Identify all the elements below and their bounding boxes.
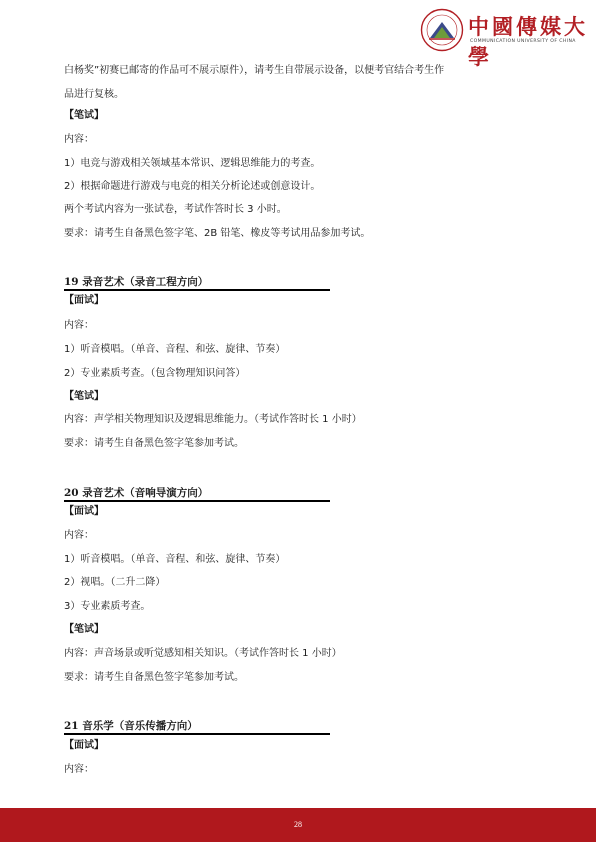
content-label: 内容：: [64, 530, 94, 541]
page-number: 28: [294, 820, 302, 829]
written-exam-content: 内容：声音场景或听觉感知相关知识。（考试作答时长 1 小时）: [64, 648, 342, 659]
list-item: 1）听音模唱。（单音、音程、和弦、旋律、节奏）: [64, 344, 286, 355]
university-name-cn: 中國傳媒大學: [468, 14, 588, 69]
list-item: 1）电竞与游戏相关领域基本常识、逻辑思维能力的考查。: [64, 158, 321, 169]
written-exam-label: 【笔试】: [64, 391, 104, 402]
interview-label: 【面试】: [64, 740, 104, 751]
list-item: 2）根据命题进行游戏与电竞的相关分析论述或创意设计。: [64, 181, 321, 192]
page-footer: [0, 808, 596, 842]
content-label: 内容：: [64, 764, 94, 775]
list-item: 2）视唱。（二升二降）: [64, 577, 166, 588]
exam-requirement: 要求：请考生自备黑色签字笔参加考试。: [64, 438, 244, 449]
university-logo: [420, 6, 590, 69]
section-divider: [64, 289, 330, 291]
content-label: 内容：: [64, 134, 94, 145]
list-item: 1）听音模唱。（单音、音程、和弦、旋律、节奏）: [64, 554, 286, 565]
list-item: 3）专业素质考查。: [64, 601, 151, 612]
content-label: 内容：: [64, 320, 94, 331]
section-title-20: 20 录音艺术（音响导演方向）: [64, 487, 209, 499]
exam-requirement: 要求：请考生自备黑色签字笔参加考试。: [64, 672, 244, 683]
intro-line: 品进行复核。: [64, 89, 124, 100]
section-title-19: 19 录音艺术（录音工程方向）: [64, 276, 209, 288]
written-exam-label: 【笔试】: [64, 110, 104, 121]
exam-note: 两个考试内容为一张试卷，考试作答时长 3 小时。: [64, 204, 287, 215]
university-name-en: COMMUNICATION UNIVERSITY OF CHINA: [470, 39, 576, 44]
interview-label: 【面试】: [64, 295, 104, 306]
intro-line: 白杨奖”初赛已邮寄的作品可不展示原件），请考生自带展示设备，以便考官结合考生作: [64, 65, 445, 76]
list-item: 2）专业素质考查。（包含物理知识问答）: [64, 368, 246, 379]
written-exam-label: 【笔试】: [64, 624, 104, 635]
section-title-21: 21 音乐学（音乐传播方向）: [64, 720, 198, 732]
page-header: [0, 0, 596, 69]
exam-requirement: 要求：请考生自备黑色签字笔、2B 铅笔、橡皮等考试用品参加考试。: [64, 228, 371, 239]
interview-label: 【面试】: [64, 506, 104, 517]
section-divider: [64, 500, 330, 502]
written-exam-content: 内容：声学相关物理知识及逻辑思维能力。（考试作答时长 1 小时）: [64, 414, 362, 425]
section-divider: [64, 733, 330, 735]
university-seal-icon: [420, 8, 464, 52]
